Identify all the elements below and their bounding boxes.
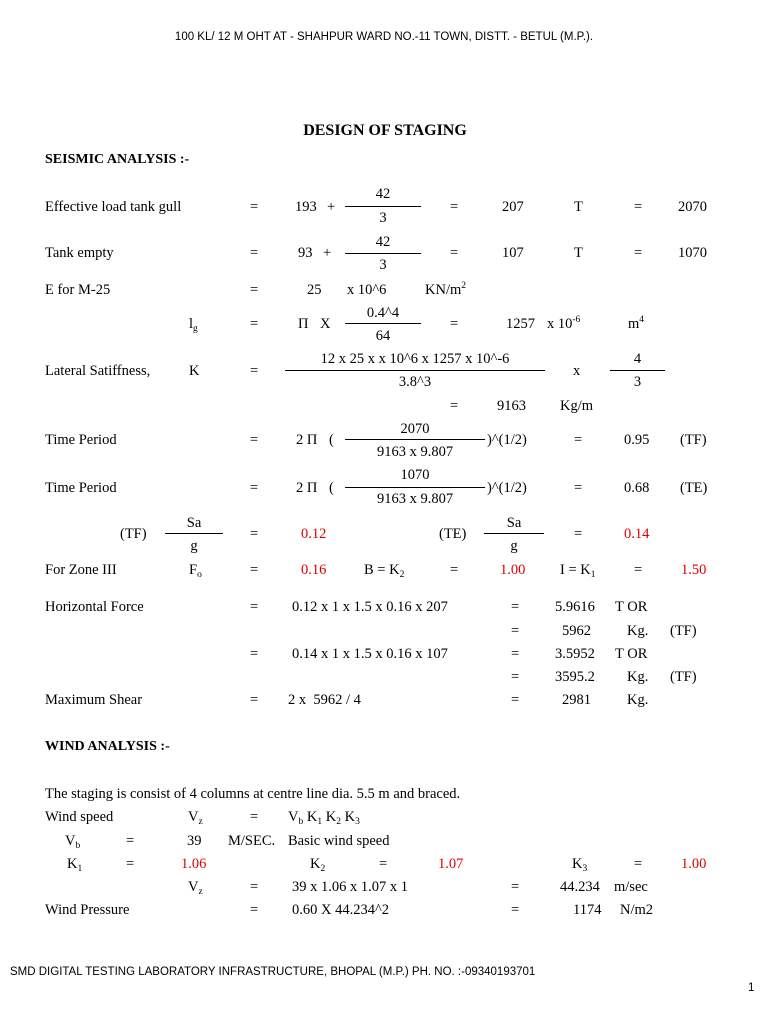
wind-speed-formula: $V_b$ $K_1$ $K_2$ $K_3$ — [288, 809, 360, 827]
equals-sign: = — [634, 562, 643, 578]
moment-unit: $m^4$ — [628, 315, 645, 332]
unit-tonnes: T — [574, 245, 583, 261]
design-wind-speed-expression: 39 x 1.06 x 1.07 x 1 — [292, 879, 408, 895]
equals-sign: = — [250, 245, 259, 261]
equals-sign: = — [511, 669, 520, 685]
unit-kg: Kg. — [627, 623, 649, 639]
equals-sign: = — [250, 646, 259, 662]
page-number: 1 — [748, 982, 755, 994]
horizontal-force-label: Horizontal Force — [45, 599, 144, 615]
equals-sign: = — [379, 856, 388, 872]
equals-sign: = — [634, 199, 643, 215]
fraction-numerator: 1070 — [400, 467, 430, 483]
zone-factor-value: 0.16 — [301, 562, 327, 578]
design-wind-speed-symbol: $V_z$ — [188, 809, 203, 827]
fraction-numerator: 0.4^4 — [366, 305, 400, 321]
fraction-denominator: 9163 x 9.807 — [376, 444, 454, 460]
k3-value: 1.00 — [681, 856, 707, 872]
equals-sign: = — [634, 856, 643, 872]
fraction-denominator: 9163 x 9.807 — [376, 491, 454, 507]
wind-speed-label: Wind speed — [45, 809, 114, 825]
equals-sign: = — [250, 282, 259, 298]
design-wind-speed-value: 44.234 — [560, 879, 600, 895]
fraction-numerator: 42 — [375, 186, 391, 202]
equals-sign: = — [511, 646, 520, 662]
equals-sign: = — [250, 526, 259, 542]
fraction-denominator: 3 — [379, 257, 387, 273]
horizontal-force-kg: 3595.2 — [555, 669, 595, 685]
effective-load-label: Effective load tank gull — [45, 199, 182, 215]
maximum-shear-label: Maximum Shear — [45, 692, 143, 708]
equals-sign: = — [250, 480, 259, 496]
modulus-value: 25 — [307, 282, 322, 298]
k2-symbol: $K_2$ — [310, 856, 326, 874]
horizontal-force-kg: 5962 — [562, 623, 591, 639]
page-footer: SMD DIGITAL TESTING LABORATORY INFRASTRUCTURE, BHOPAL (M.P.) PH. NO. :-09340193701 — [10, 966, 536, 978]
tank-empty-result: 1070 — [678, 245, 707, 261]
k3-symbol: $K_3$ — [572, 856, 588, 874]
plus-sign: + — [327, 199, 336, 215]
equals-sign: = — [250, 879, 259, 895]
modulus-label: E for M-25 — [45, 282, 111, 298]
equals-sign: = — [250, 692, 259, 708]
wind-pressure-expression: 0.60 X 44.234^2 — [292, 902, 390, 918]
equals-sign: = — [511, 623, 520, 639]
basic-wind-speed-unit: M/SEC. — [228, 833, 276, 849]
fraction-numerator: 4 — [633, 351, 642, 367]
fraction-bar — [345, 439, 485, 440]
k1-value: 1.06 — [181, 856, 207, 872]
equals-sign: = — [511, 599, 520, 615]
two-pi: 2 Π — [296, 480, 318, 496]
horizontal-force-value: 3.5952 — [555, 646, 595, 662]
fraction-numerator: 12 x 25 x x 10^6 x 1257 x 10^-6 — [320, 351, 510, 367]
modulus-multiplier: x 10^6 — [347, 282, 387, 298]
condition-tag: (TE) — [439, 526, 467, 542]
equals-sign: = — [250, 199, 259, 215]
equals-sign: = — [574, 526, 583, 542]
equals-sign: = — [250, 599, 259, 615]
stiffness-unit: Kg/m — [560, 398, 594, 414]
tank-empty-value: 107 — [502, 245, 524, 261]
zone-factor-symbol: $F_o$ — [189, 562, 202, 580]
condition-tag: (TF) — [680, 432, 707, 448]
fraction-numerator: Sa — [186, 515, 202, 531]
wind-heading: WIND ANALYSIS :- — [45, 739, 170, 754]
page-header: 100 KL/ 12 M OHT AT - SHAHPUR WARD NO.-11 TOWN, DISTT. - BETUL (M.P.). — [174, 31, 594, 43]
pi-symbol: Π — [298, 316, 309, 332]
time-period-value: 0.68 — [624, 480, 650, 496]
wind-pressure-label: Wind Pressure — [45, 902, 130, 918]
fraction-denominator: g — [190, 538, 198, 554]
open-paren: ( — [329, 432, 334, 448]
fraction-bar — [345, 253, 421, 254]
equals-sign: = — [250, 902, 259, 918]
moment-value: 1257 — [506, 316, 535, 332]
equals-sign: = — [634, 245, 643, 261]
condition-tag: (TF) — [120, 526, 147, 542]
equals-sign: = — [450, 199, 459, 215]
sa-g-te-value: 0.14 — [624, 526, 650, 542]
fraction-denominator: 3.8^3 — [398, 374, 432, 390]
page-title: DESIGN OF STAGING — [303, 122, 467, 139]
equals-sign: = — [250, 809, 259, 825]
seismic-heading: SEISMIC ANALYSIS :- — [45, 152, 190, 167]
design-wind-speed-unit: m/sec — [614, 879, 648, 895]
fraction-denominator: 3 — [379, 210, 387, 226]
sa-g-tf-value: 0.12 — [301, 526, 327, 542]
fraction-bar — [610, 370, 665, 371]
equals-sign: = — [126, 856, 135, 872]
unit-tonnes: T — [574, 199, 583, 215]
horizontal-force-value: 5.9616 — [555, 599, 595, 615]
fraction-bar — [345, 487, 485, 488]
wind-description: The staging is consist of 4 columns at centre line dia. 5.5 m and braced. — [45, 786, 461, 802]
wind-pressure-unit: N/m2 — [620, 902, 654, 918]
horizontal-force-unit: T OR — [615, 646, 648, 662]
basic-wind-speed-desc: Basic wind speed — [288, 833, 390, 849]
equals-sign: = — [511, 902, 520, 918]
lateral-stiffness-label: Lateral Satiffness, — [45, 363, 151, 379]
maximum-shear-value: 2981 — [562, 692, 591, 708]
stiffness-value: 9163 — [497, 398, 526, 414]
k1-symbol: $K_1$ — [67, 856, 83, 874]
condition-tag: (TE) — [680, 480, 708, 496]
fraction-numerator: 42 — [375, 234, 391, 250]
soil-factor-value: 1.00 — [500, 562, 526, 578]
two-pi: 2 Π — [296, 432, 318, 448]
time-period-label: Time Period — [45, 480, 117, 496]
importance-factor-value: 1.50 — [681, 562, 707, 578]
unit-kg: Kg. — [627, 692, 649, 708]
modulus-unit: $KN/m^2$ — [425, 281, 466, 298]
effective-load-base: 193 — [295, 199, 317, 215]
design-wind-speed-symbol: $V_z$ — [188, 879, 203, 897]
tank-empty-label: Tank empty — [45, 245, 114, 261]
equals-sign: = — [574, 432, 583, 448]
moment-multiplier: x $10^{-6}$ — [547, 315, 581, 332]
fraction-bar — [345, 323, 421, 324]
sqrt-close: )^(1/2) — [487, 432, 527, 448]
soil-factor-label: $B = K_2$ — [364, 562, 405, 580]
basic-wind-speed-symbol: $V_b$ — [65, 833, 81, 851]
condition-tag: (TF) — [670, 669, 697, 685]
stiffness-symbol: K — [189, 363, 200, 379]
tank-empty-base: 93 — [298, 245, 313, 261]
maximum-shear-expression: 2 x 5962 / 4 — [288, 692, 361, 708]
fraction-numerator: 2070 — [400, 421, 430, 437]
fraction-bar — [484, 533, 544, 534]
open-paren: ( — [329, 480, 334, 496]
fraction-numerator: Sa — [506, 515, 522, 531]
equals-sign: = — [250, 363, 259, 379]
horizontal-force-expression: 0.12 x 1 x 1.5 x 0.16 x 207 — [292, 599, 448, 615]
sqrt-close: )^(1/2) — [487, 480, 527, 496]
times-sign: x — [573, 363, 581, 379]
time-period-label: Time Period — [45, 432, 117, 448]
fraction-bar — [285, 370, 545, 371]
moment-symbol: $l_g$ — [189, 316, 198, 334]
wind-pressure-value: 1174 — [573, 902, 602, 918]
unit-kg: Kg. — [627, 669, 649, 685]
k2-value: 1.07 — [438, 856, 464, 872]
times-sign: X — [320, 316, 331, 332]
fraction-denominator: 64 — [375, 328, 391, 344]
equals-sign: = — [574, 480, 583, 496]
equals-sign: = — [511, 879, 520, 895]
effective-load-value: 207 — [502, 199, 524, 215]
condition-tag: (TF) — [670, 623, 697, 639]
equals-sign: = — [250, 562, 259, 578]
effective-load-result: 2070 — [678, 199, 707, 215]
plus-sign: + — [323, 245, 332, 261]
equals-sign: = — [450, 398, 459, 414]
equals-sign: = — [450, 562, 459, 578]
equals-sign: = — [250, 316, 259, 332]
horizontal-force-unit: T OR — [615, 599, 648, 615]
horizontal-force-expression: 0.14 x 1 x 1.5 x 0.16 x 107 — [292, 646, 448, 662]
fraction-bar — [345, 206, 421, 207]
fraction-denominator: g — [510, 538, 518, 554]
equals-sign: = — [250, 432, 259, 448]
importance-factor-label: $I = K_1$ — [560, 562, 596, 580]
equals-sign: = — [126, 833, 135, 849]
zone-label: For Zone III — [45, 562, 117, 578]
equals-sign: = — [450, 245, 459, 261]
equals-sign: = — [511, 692, 520, 708]
time-period-value: 0.95 — [624, 432, 650, 448]
fraction-bar — [165, 533, 223, 534]
fraction-denominator: 3 — [633, 374, 642, 390]
equals-sign: = — [450, 316, 459, 332]
basic-wind-speed-value: 39 — [187, 833, 202, 849]
